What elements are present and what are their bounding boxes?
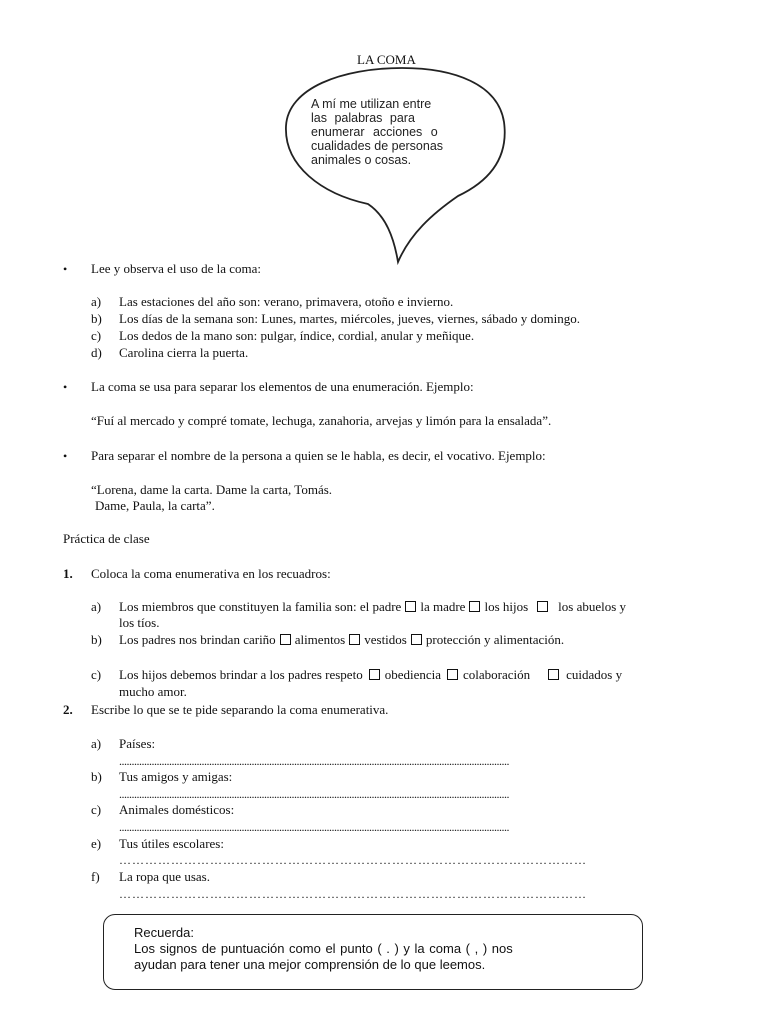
exercise-number: 2. [63, 702, 73, 717]
item-text: Carolina cierra la puerta. [119, 345, 249, 360]
speech-bubble-text [311, 97, 493, 167]
item-text: Tus amigos y amigas: [119, 769, 233, 784]
practice-heading: Práctica de clase [63, 531, 150, 546]
section1-intro: Lee y observa el uso de la coma: [91, 261, 262, 276]
page-title: LA COMA [357, 52, 416, 67]
answer-line[interactable]: ……………………………………………………………………………………………… [119, 889, 587, 899]
item-text: los hijos [484, 599, 529, 614]
item-text: Los dedos de la mano son: pulgar, índice, cordial, anular y meñique. [119, 328, 475, 343]
item-text: Las estaciones del año son: verano, primavera, otoño e invierno. [119, 294, 454, 309]
comma-box[interactable] [349, 634, 360, 645]
item-text: Los días de la semana son: Lunes, martes, miércoles, jueves, viernes, sábado y domingo. [119, 311, 581, 326]
item-text: obediencia [384, 667, 442, 682]
item-text: alimentos [294, 632, 346, 647]
bubble-line: enumerar acciones o [311, 125, 438, 139]
answer-line[interactable]: ............................................................................................................................................................ [119, 789, 509, 799]
item-text: Los miembros que constituyen la familia son: el padre [119, 599, 402, 614]
comma-box[interactable] [280, 634, 291, 645]
item-label: c) [91, 328, 102, 343]
exercise1-item-a [119, 599, 722, 615]
section2-text: La coma se usa para separar los elementos de una enumeración. Ejemplo: [91, 379, 474, 394]
answer-line[interactable]: ……………………………………………………………………………………………… [119, 855, 587, 865]
reminder-box [103, 914, 643, 990]
exercise1-instruction: Coloca la coma enumerativa en los recuadros: [91, 566, 331, 581]
comma-box[interactable] [405, 601, 416, 612]
exercise1-item-b [119, 632, 564, 648]
item-text: protección y alimentación. [425, 632, 565, 647]
item-text: Los hijos debemos brindar a los padres respeto [119, 667, 363, 682]
item-text: colaboración [463, 667, 531, 682]
item-label: a) [91, 736, 102, 751]
comma-box[interactable] [369, 669, 380, 680]
section3-example-line2: Dame, Paula, la carta”. [95, 498, 215, 513]
comma-box[interactable] [411, 634, 422, 645]
comma-box[interactable] [548, 669, 559, 680]
section3-text: Para separar el nombre de la persona a quien se le habla, es decir, el vocativo. Ejemplo: [91, 448, 546, 463]
item-text: vestidos [364, 632, 407, 647]
item-text: los tíos. [119, 615, 160, 630]
item-text: la madre [420, 599, 466, 614]
item-text: Animales domésticos: [119, 802, 235, 817]
section3-example-line1: “Lorena, dame la carta. Dame la carta, Tomás. [91, 482, 333, 497]
item-label: c) [91, 802, 102, 817]
reminder-line: Los signos de puntuación como el punto ( . ) y la coma ( , ) nos [134, 941, 513, 956]
bullet: • [63, 262, 68, 276]
section2-example: “Fuí al mercado y compré tomate, lechuga, zanahoria, arvejas y limón para la ensalada”. [91, 413, 552, 428]
exercise2-instruction: Escribe lo que se te pide separando la coma enumerativa. [91, 702, 389, 717]
reminder-line: ayudan para tener una mejor comprensión de lo que leemos. [134, 957, 486, 972]
bubble-line: cualidades de personas [311, 139, 444, 153]
bullet: • [63, 449, 68, 463]
item-label: b) [91, 311, 102, 326]
item-text: Tus útiles escolares: [119, 836, 224, 851]
exercise-number: 1. [63, 566, 73, 581]
item-text: Los padres nos brindan cariño [119, 632, 276, 647]
comma-box[interactable] [469, 601, 480, 612]
bubble-line: A mí me utilizan entre [311, 97, 432, 111]
item-label: d) [91, 345, 102, 360]
bubble-line: animales o cosas. [311, 153, 412, 167]
item-label: f) [91, 869, 100, 884]
item-text: los abuelos y [558, 599, 627, 614]
item-text: Países: [119, 736, 156, 751]
item-text: mucho amor. [119, 684, 187, 699]
item-text: La ropa que usas. [119, 869, 210, 884]
comma-box[interactable] [447, 669, 458, 680]
answer-line[interactable]: ............................................................................................................................................................ [119, 756, 509, 766]
item-label: a) [91, 599, 102, 614]
bullet: • [63, 380, 68, 394]
answer-line[interactable]: ............................................................................................................................................................ [119, 822, 509, 832]
bubble-line: las palabras para [311, 111, 415, 125]
item-text: cuidados y [566, 667, 623, 682]
comma-box[interactable] [537, 601, 548, 612]
item-label: b) [91, 769, 102, 784]
item-label: b) [91, 632, 102, 647]
item-label: c) [91, 667, 102, 682]
item-label: a) [91, 294, 102, 309]
reminder-heading: Recuerda: [134, 925, 194, 940]
exercise1-item-c [119, 667, 622, 683]
item-label: e) [91, 836, 102, 851]
